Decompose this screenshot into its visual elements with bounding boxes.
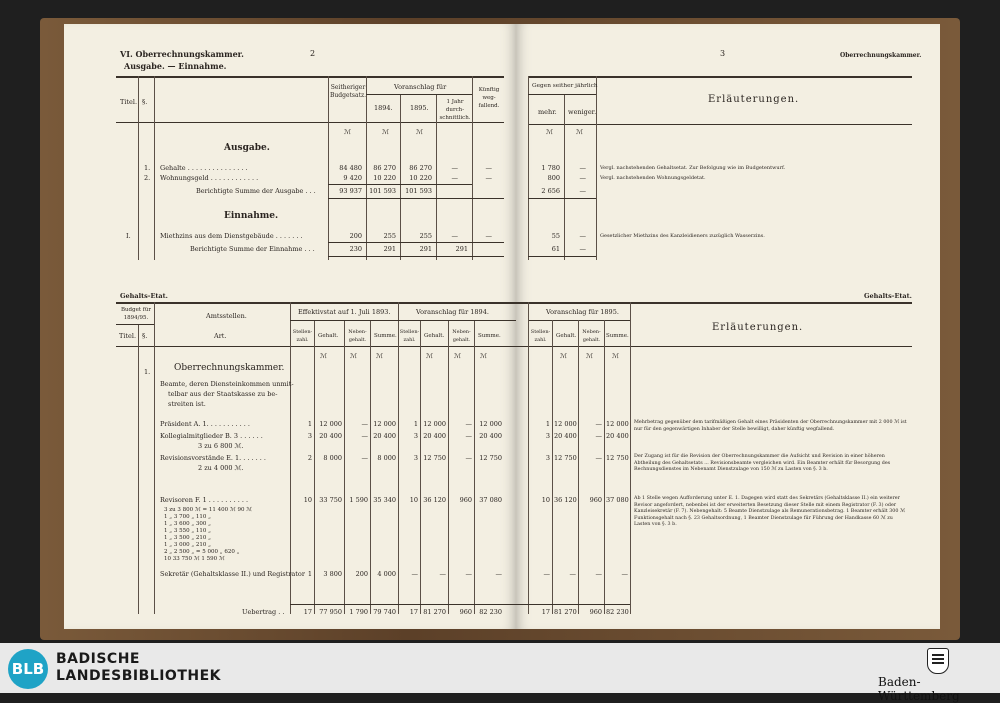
revisoren-detail-line: 1 „ 3 550 „ 110 „	[164, 528, 212, 534]
page-number: 2	[310, 49, 316, 58]
etat-cell: 8 000	[377, 454, 396, 462]
etat-cell: 12 000	[479, 420, 502, 428]
etat-cell: 12 000	[554, 420, 577, 428]
etat-cell: —	[465, 454, 472, 462]
etat-cell: —	[411, 570, 418, 578]
etat-cell: —	[621, 570, 628, 578]
etat-cell: —	[361, 432, 368, 440]
mehr-cell: 61	[551, 245, 560, 253]
mehr-cell: 2 656	[541, 187, 560, 195]
etat-cell: 8 000	[323, 454, 342, 462]
col-seitheriger: Seitheriger Budgetsatz.	[330, 84, 367, 99]
etat-row-label: Kollegialmitglieder B. 3 . . . . . .	[160, 432, 263, 440]
etat-cell: —	[495, 570, 502, 578]
mark-unit: ℳ	[416, 128, 423, 136]
etat-row-label: Revisoren F. 1 . . . . . . . . . .	[160, 496, 249, 504]
etat-cell: 3	[413, 454, 418, 462]
weniger-cell: —	[579, 174, 586, 182]
etat-cell: 10	[409, 496, 418, 504]
etat-cell: 2	[307, 454, 312, 462]
etat-cell: 3 800	[323, 570, 342, 578]
ausgabe-heading: Ausgabe.	[224, 143, 270, 153]
weniger-cell: —	[579, 245, 586, 253]
etat-cell: 36 120	[423, 496, 446, 504]
mehr-cell: 800	[547, 174, 560, 182]
etat-cell: —	[465, 420, 472, 428]
uebertrag-cell: 17	[303, 608, 312, 616]
etat-cell: 12 750	[554, 454, 577, 462]
einnahme-heading: Einnahme.	[224, 211, 279, 221]
etat-title: Gehalts-Etat.	[864, 292, 912, 300]
etat-cell: —	[465, 570, 472, 578]
uebertrag-cell: 17	[409, 608, 418, 616]
col-budget: Budget für 1894/95.	[120, 307, 152, 321]
revisoren-detail-line: 1 „ 3 700 „ 110 „	[164, 514, 212, 520]
etat-cell: 12 750	[606, 454, 629, 462]
note-text: Gesetzlicher Miethzins des Kanzleidieners zuzüglich Wasserzins.	[600, 233, 765, 239]
col-durchschnitt: 1 Jahr durch-schnittlich.	[439, 99, 471, 121]
etat-cell: 12 000	[373, 420, 396, 428]
etat-cell: 17	[541, 608, 550, 616]
col-kuenftig: Künftig weg-fallend.	[478, 87, 500, 109]
uebertrag-cell: 81 270	[423, 608, 446, 616]
etat-cell: 3	[307, 432, 312, 440]
etat-cell: 960	[589, 496, 602, 504]
etat-cell: 35 340	[373, 496, 396, 504]
etat-cell: 4 000	[377, 570, 396, 578]
left-page: VI. Oberrechnungskammer. 2 Ausgabe. — Einnahme. Titel. §. Seitheriger Budgetsatz. Voranschlag für 1894. 1895. 1 Jahr durch-schnittlich. Künftig weg-fallend. ℳ ℳ ℳ Ausgabe. 1. Gehalte . . . . . . . . . . . . . . . 84 480 86 270 86 270 — — 2. Wohnungsgeld . . . . . . . . . . . . 9 420 10 220 10 220 — — Berichtigte Summe der Ausgabe . . . 93 937 101 593 101 593 Einnahme. I. Miethzins aus dem Dienstgebäude . . . . . . . 200 255 255 — — Berichtigte Summe der Einnahme . . . 230 291 291 291 Gehalts-Etat. Budget für 1894/95. Titel. §. Amtsstellen. Art. Effektivstat auf 1. Juli 1893. Voranschlag für 1894. Stellen-zahl. Gehalt. Neben-gehalt. Summe. Stellen-zahl. Gehalt. Neben-gehalt. Summe. ℳ ℳ ℳ ℳ ℳ ℳ 1. Oberrechnungskammer. Beamte, deren Diensteinkommen unmit- telbar aus der Staatskasse zu be- streiten ist. Präsident A. 1. . . . . . . . . . . 1 12 000 — 12 000 1 12 000 — 12 000 Kollegialmitglieder B. 3 . . . . . . 3 20 400 — 20 400 3 20 400 — 20 400 3 zu 6 800 ℳ. Revisionsvorstände E. 1. . . . . . . 2 8 000 — 8 000 3 12 750 — 12 750 2 zu 4 000 ℳ. Revisoren F. 1 . . . . . . . . . . 10 33 750 1 590 35 340 10 36 120 960 37 080 3 zu 3 800 ℳ = 11 400 ℳ 90 ℳ 1 „ 3 700 „ 110 „ 1 „ 3 600 „ 300 „ 1 „ 3 550 „ 110 „ 1 „ 3 500 „ 210 „ 1 „ 3 000 „ 210 „ 2 „ 2 500 „ = 5 000 „ 620 „ 10 33 750 ℳ 1 590 ℳ Sekretär (Gehaltsklasse II.) und Registrator 1 3 800 200 4 000 — — — — Uebertrag . . 17 77 950 1 790 79 740 17 81 270 960 82 230	[64, 24, 516, 629]
etat-cell: —	[361, 454, 368, 462]
etat-cell: 1	[307, 420, 312, 428]
etat-cell: 37 080	[606, 496, 629, 504]
etat-cell: 3	[545, 454, 550, 462]
col-vor1895: Voranschlag für 1895.	[546, 308, 619, 316]
revisoren-detail-line: 3 zu 3 800 ℳ = 11 400 ℳ 90 ℳ	[164, 507, 253, 513]
blb-logo[interactable]: BLB	[8, 649, 48, 689]
etat-cell: 20 400	[373, 432, 396, 440]
library-name-line1: BADISCHE	[56, 651, 140, 667]
col-para: §.	[142, 332, 148, 340]
etat-cell: —	[465, 432, 472, 440]
etat-cell: 20 400	[319, 432, 342, 440]
etat-cell: 20 400	[606, 432, 629, 440]
etat-cell: 960	[459, 496, 472, 504]
weniger-cell: —	[579, 187, 586, 195]
col-mehr: mehr.	[538, 108, 557, 116]
erlaeuterungen-heading: Erläuterungen.	[712, 322, 804, 333]
etat-cell: —	[595, 454, 602, 462]
etat-cell: —	[569, 570, 576, 578]
etat-cell: 3	[545, 432, 550, 440]
note-text: Ab 1 Stelle wegen Aufforderung unter E. 1. Dagegen wird statt des Sekretärs (Gehaltsklasse II.) ein weiterer Revisor angefordert, nebenbei ist der erweiterten Besetzung dieser Stelle mit einem Registrator (F. 3) oder Kanzleisekretär (F. 7). Nebengehalt: 5 Beamte Dienstzulage als Remunerationsbetrag. 1 Beamter erhält 300 ℳ Funktionsgehalt nach §. 23 Gehaltsordnung, 1 Beamter Dienstzulage für Führung der Handkasse 60 ℳ zu Lasten von §. 3 b.	[634, 496, 906, 527]
note-text: Der Zugang ist für die Revision der Oberrechnungskammer die Aufsicht und Revision in einer höheren Abtheilung des Gehaltsetats ... Revisionsbeamte vergleichen wird. Ein Beamter erhält für Besorgung des Rechnungsdienstes im Nebenamt Dienstzulage von 150 ℳ zu Lasten von §. 3 b.	[634, 454, 891, 472]
etat-cell: 200	[355, 570, 368, 578]
page-number: 3	[720, 49, 726, 58]
org-name: Oberrechnungskammer.	[174, 363, 285, 373]
uebertrag-cell: 82 230	[479, 608, 502, 616]
weniger-cell: —	[579, 164, 586, 172]
col-titel: Titel.	[120, 98, 138, 106]
weniger-cell: —	[579, 232, 586, 240]
etat-row-label: 3 zu 6 800 ℳ.	[198, 442, 244, 450]
etat-cell: 20 400	[423, 432, 446, 440]
etat-cell: 33 750	[319, 496, 342, 504]
etat-cell: 12 750	[479, 454, 502, 462]
etat-cell: —	[595, 570, 602, 578]
col-vor1894: Voranschlag für 1894.	[416, 308, 489, 316]
library-name-line2: LANDESBIBLIOTHEK	[56, 668, 222, 684]
revisoren-detail-line: 10 33 750 ℳ 1 590 ℳ	[164, 556, 225, 562]
mark-unit: ℳ	[344, 128, 351, 136]
etat-cell: 12 000	[606, 420, 629, 428]
sekretaer-label: Sekretär (Gehaltsklasse II.) und Registrator	[160, 570, 305, 578]
etat-cell: 12 000	[423, 420, 446, 428]
etat-cell: —	[543, 570, 550, 578]
etat-cell: 10	[303, 496, 312, 504]
col-1894: 1894.	[374, 104, 393, 112]
revisoren-detail-line: 1 „ 3 600 „ 300 „	[164, 521, 212, 527]
mark-unit: ℳ	[382, 128, 389, 136]
col-amtsstellen: Amtsstellen.	[206, 312, 247, 320]
note-text: Vergl. nachstehenden Wohnungsgeldetat.	[600, 175, 706, 181]
uebertrag-cell: 77 950	[319, 608, 342, 616]
revisoren-detail-line: 1 „ 3 000 „ 210 „	[164, 542, 212, 548]
uebertrag-cell: 1 790	[349, 608, 368, 616]
etat-cell: 10	[541, 496, 550, 504]
etat-cell: 82 230	[606, 608, 629, 616]
etat-cell: —	[439, 570, 446, 578]
etat-cell: 12 000	[319, 420, 342, 428]
col-para: §.	[142, 98, 148, 106]
note-text: Mehrbetrag gegenüber dem tarifmäßigen Gehalt eines Präsidenten der Oberrechnungskammer mit 2 000 ℳ ist nur für den gegenwärtigen Inhaber der Stelle bewilligt, daher künftig wegfallend.	[634, 420, 907, 432]
etat-cell: 3	[413, 432, 418, 440]
table-header-rule	[116, 122, 504, 123]
etat-cell: 12 750	[423, 454, 446, 462]
etat-cell: 20 400	[479, 432, 502, 440]
etat-cell: 1	[307, 570, 312, 578]
etat-cell: 20 400	[554, 432, 577, 440]
etat-cell: 81 270	[554, 608, 577, 616]
col-effektiv: Effektivstat auf 1. Juli 1893.	[298, 308, 391, 316]
etat-cell: —	[361, 420, 368, 428]
etat-row-label: Präsident A. 1. . . . . . . . . . .	[160, 420, 250, 428]
etat-cell: 36 120	[554, 496, 577, 504]
mehr-cell: 55	[551, 232, 560, 240]
col-art: Art.	[214, 332, 227, 340]
col-voranschlag: Voranschlag für	[394, 83, 447, 91]
subtitle: Ausgabe. — Einnahme.	[124, 61, 227, 71]
col-1895: 1895.	[410, 104, 429, 112]
etat-cell: 1 590	[349, 496, 368, 504]
note-text: Vergl. nachstehenden Gehaltsetat. Zur Befolgung wie im Budgetentwurf.	[600, 165, 786, 171]
etat-title: Gehalts-Etat.	[120, 292, 168, 300]
state-name: Baden-Württemberg	[878, 675, 960, 703]
etat-row-label: Revisionsvorstände E. 1. . . . . . .	[160, 454, 266, 462]
col-titel: Titel.	[119, 332, 137, 340]
table-top-rule	[116, 76, 504, 78]
uebertrag-cell: 79 740	[373, 608, 396, 616]
etat-row-label: 2 zu 4 000 ℳ.	[198, 464, 244, 472]
uebertrag-label: Uebertrag . .	[242, 608, 285, 616]
section-title: Oberrechnungskammer.	[840, 52, 922, 59]
right-page: 3 Oberrechnungskammer. Gegen seither jährlich mehr. weniger. Erläuterungen. ℳ ℳ 1 780 — Vergl. nachstehenden Gehaltsetat. Zur Befolgung wie im Budgetentwurf. 800 — Vergl. nachstehenden Wohnungsgeldetat. 2 656 — 55 — Gesetzlicher Miethzins des Kanzleidieners zuzüglich Wasserzins. 61 — Gehalts-Etat. Voranschlag für 1895. Stellen-zahl. Gehalt. Neben-gehalt. Summe. Erläuterungen. ℳ ℳ ℳ 1 12 000 — 12 000 Mehrbetrag gegenüber dem tarifmäßigen Gehalt eines Präsidenten der Oberrechnungskammer mit 2 000 ℳ ist nur für den gegenwärtigen Inhaber der Stelle bewilligt, daher künftig wegfallend. 3 20 400 — 20 400 3 12 750 — 12 750 Der Zugang ist für die Revision der Oberrechnungskammer die Aufsicht und Revision in einer höheren Abtheilung des Gehaltsetats ... Revisionsbeamte vergleichen wird. Ein Beamter erhält für Besorgung des Rechnungsdienstes im Nebenamt Dienstzulage von 150 ℳ zu Lasten von §. 3 b. 10 36 120 960 37 080 Ab 1 Stelle wegen Aufforderung unter E. 1. Dagegen wird statt des Sekretärs (Gehaltsklasse II.) ein weiterer Revisor angefordert, nebenbei ist der erweiterten Besetzung dieser Stelle mit einem Registrator (F. 3) oder Kanzleisekretär (F. 7). Nebengehalt: 5 Beamte Dienstzulage als Remunerationsbetrag. 1 Beamter erhält 300 ℳ Funktionsgehalt nach §. 23 Gehaltsordnung, 1 Beamter Dienstzulage für Führung der Handkasse 60 ℳ zu Lasten von §. 3 b. — — — — 17 81 270 960 82 230	[516, 24, 940, 629]
revisoren-detail-line: 2 „ 2 500 „ = 5 000 „ 620 „	[164, 549, 240, 555]
etat-cell: 37 080	[479, 496, 502, 504]
section-title: VI. Oberrechnungskammer.	[120, 49, 244, 59]
etat-cell: 1	[545, 420, 550, 428]
etat-cell: —	[595, 420, 602, 428]
etat-cell: 1	[413, 420, 418, 428]
etat-cell: —	[595, 432, 602, 440]
bw-crest-icon	[927, 648, 949, 674]
etat-cell: 960	[589, 608, 602, 616]
col-weniger: weniger.	[568, 108, 597, 116]
mehr-cell: 1 780	[541, 164, 560, 172]
gegen-header: Gegen seither jährlich	[532, 83, 598, 89]
revisoren-detail-line: 1 „ 3 500 „ 210 „	[164, 535, 212, 541]
erlaeuterungen-heading: Erläuterungen.	[708, 94, 800, 105]
uebertrag-cell: 960	[459, 608, 472, 616]
